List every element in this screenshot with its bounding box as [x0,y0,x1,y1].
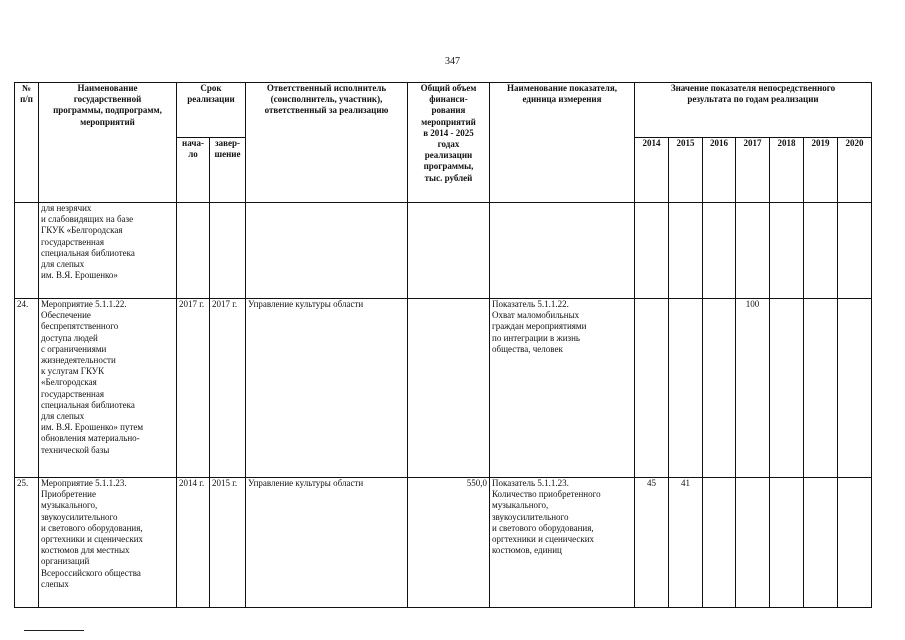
header-end: завер- шение [210,138,246,203]
header-num: № п/п [15,83,39,203]
header-year-2015: 2015 [669,138,703,203]
row-value-2020 [838,299,872,478]
row-num [15,203,39,299]
table-row [15,203,872,299]
header-year-2020: 2020 [838,138,872,203]
row-value-2014 [635,203,669,299]
row-executor [246,203,408,299]
row-value-2018 [770,299,804,478]
row-end: 2017 г. [210,299,246,478]
scan-edge-rule [24,630,84,631]
header-row-1 [15,83,872,138]
header-name: Наименование государственной программы, подпрограмм, мероприятий [39,83,177,203]
header-year-2014: 2014 [635,138,669,203]
row-value-2014: 45 [635,478,669,608]
row-executor: Управление культуры области [246,299,408,478]
row-name: Мероприятие 5.1.1.22. Обеспечение беспрепятственного доступа людей с ограничениями жизнедеятельности к услугам ГКУК «Белгородская государственная специальная библиотека для слепых им. В.Я. Ерошенко» путем обновления материально- технической базы [39,299,177,478]
page-number: 347 [445,56,460,67]
header-year-2016: 2016 [703,138,736,203]
row-num: 24. [15,299,39,478]
program-table [14,82,872,608]
row-value-2019 [804,203,838,299]
row-value-2016 [703,203,736,299]
row-value-2015: 41 [669,478,703,608]
row-name: для незрячих и слабовидящих на базе ГКУК «Белгородская государственная специальная библиотека для слепых им. В.Я. Ерошенко» [39,203,177,299]
row-value-2020 [838,478,872,608]
row-start: 2017 г. [177,299,210,478]
row-value-2018 [770,478,804,608]
row-value-2014 [635,299,669,478]
table-row [15,299,872,478]
row-value-2017 [736,478,770,608]
row-start [177,203,210,299]
row-indicator: Показатель 5.1.1.22. Охват маломобильных граждан мероприятиями по интеграции в жизнь общества, человек [490,299,635,478]
row-indicator: Показатель 5.1.1.23. Количество приобретенного музыкального, звукоусилительного и светового оборудования, оргтехники и сценических костюмов, единиц [490,478,635,608]
header-values-title: Значение показателя непосредственного результата по годам реализации [635,83,872,138]
row-value-2016 [703,299,736,478]
header-start: нача- ло [177,138,210,203]
header-year-2019: 2019 [804,138,838,203]
header-year-2017: 2017 [736,138,770,203]
row-value-2016 [703,478,736,608]
row-num: 25. [15,478,39,608]
row-name: Мероприятие 5.1.1.23. Приобретение музыкального, звукоусилительного и светового оборудования, оргтехники и сценических костюмов для местных организаций Всероссийского общества слепых [39,478,177,608]
row-value-2018 [770,203,804,299]
row-end: 2015 г. [210,478,246,608]
row-value-2019 [804,478,838,608]
row-volume: 550,0 [408,478,490,608]
row-value-2017: 100 [736,299,770,478]
table-row [15,478,872,608]
row-value-2017 [736,203,770,299]
row-indicator [490,203,635,299]
row-end [210,203,246,299]
row-value-2019 [804,299,838,478]
row-start: 2014 г. [177,478,210,608]
row-volume [408,299,490,478]
row-executor: Управление культуры области [246,478,408,608]
row-value-2020 [838,203,872,299]
row-value-2015 [669,203,703,299]
header-volume: Общий объем финанси- рования мероприятий в 2014 - 2025 годах реализации программы, тыс. рублей [408,83,490,203]
header-year-2018: 2018 [770,138,804,203]
header-executor: Ответственный исполнитель (соисполнитель, участник), ответственный за реализацию [246,83,408,203]
row-value-2015 [669,299,703,478]
header-period: Срок реализации [177,83,246,138]
row-volume [408,203,490,299]
header-indicator: Наименование показателя, единица измерения [490,83,635,203]
